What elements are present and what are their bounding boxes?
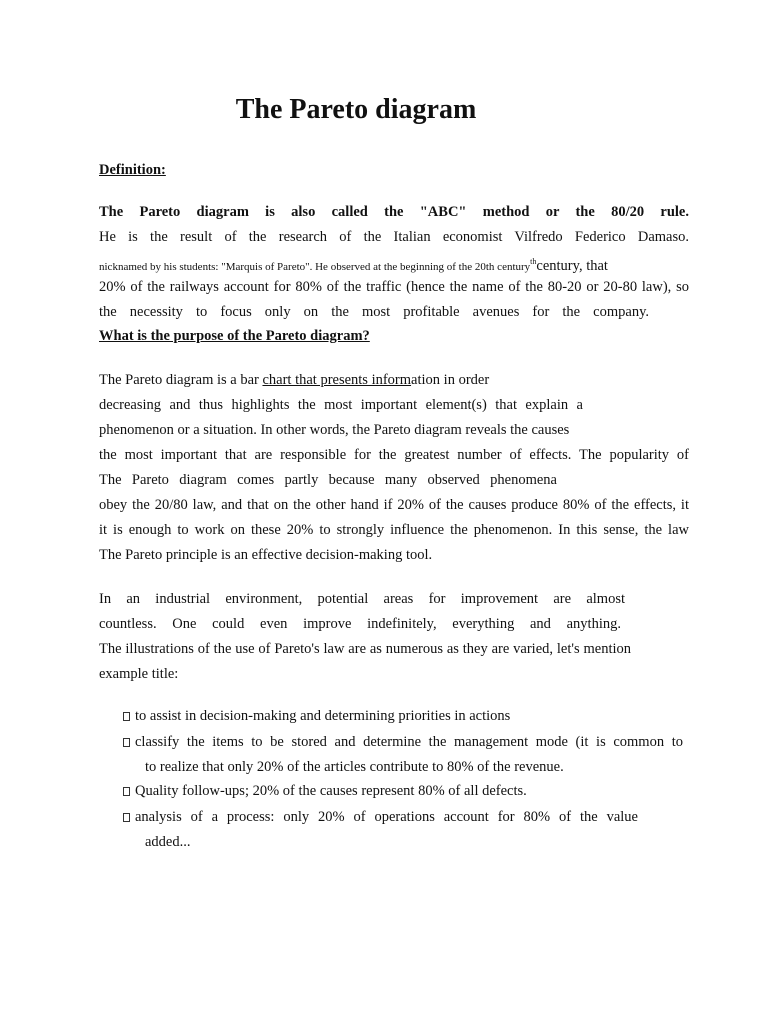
bullet-item-4-text: analysis of a process: only 20% of operations account for 80% of the value (135, 809, 638, 825)
industrial-line-1: In an industrial environment, potential areas for improvement are almost (99, 591, 625, 607)
industrial-line-4: example title: (99, 666, 179, 682)
purpose-heading-text: What is the purpose of the Pareto diagram? (99, 328, 370, 344)
definition-line-3-rest: century, that (536, 258, 608, 274)
purpose-line-8: The Pareto principle is an effective decision-making tool. (99, 547, 433, 563)
bullet-box-icon (123, 813, 130, 822)
purpose-link[interactable]: chart that presents inform (262, 372, 412, 388)
superscript-th: th (530, 257, 537, 266)
purpose-line-5: The Pareto diagram comes partly because many observed phenomena (99, 472, 557, 488)
bullet-item-2-cont: to realize that only 20% of the articles contribute to 80% of the revenue. (145, 759, 564, 775)
purpose-line-4: the most important that are responsible for the greatest number of effects. The popularity of (99, 447, 689, 463)
bullet-item-3 (123, 781, 683, 801)
purpose-line-1-post: ation in order (411, 372, 490, 388)
definition-line-3 (99, 252, 689, 277)
purpose-line-1-pre: The Pareto diagram is a bar (99, 372, 263, 388)
bullet-box-icon (123, 787, 130, 796)
definition-line-1: The Pareto diagram is also called the "ABC" method or the 80/20 rule. (99, 204, 689, 220)
definition-line-2: He is the result of the research of the Italian economist Vilfredo Federico Damaso. (99, 229, 689, 245)
definition-heading: Definition: (99, 162, 166, 178)
bullet-item-2-text: classify the items to be stored and determine the management mode (it is common to (135, 734, 683, 750)
page-title: The Pareto diagram (235, 94, 477, 125)
bullet-item-4 (123, 807, 638, 827)
bullet-item-3-text: Quality follow-ups; 20% of the causes represent 80% of all defects. (135, 783, 527, 799)
bullet-box-icon (123, 738, 130, 747)
purpose-line-1 (99, 370, 689, 390)
bullet-item-2 (123, 732, 683, 752)
definition-line-3-small: nicknamed by his students: "Marquis of Pareto". He observed at the beginning of the 20th century (99, 261, 531, 273)
purpose-line-3: phenomenon or a situation. In other words, the Pareto diagram reveals the causes (99, 422, 570, 438)
purpose-line-6: obey the 20/80 law, and that on the other hand if 20% of the causes produce 80% of the effects, it (99, 497, 689, 513)
bullet-item-4-cont: added... (145, 834, 191, 850)
purpose-line-2: decreasing and thus highlights the most important element(s) that explain a (99, 397, 583, 413)
bullet-item-1-text: to assist in decision-making and determining priorities in actions (135, 708, 511, 724)
industrial-line-2: countless. One could even improve indefinitely, everything and anything. (99, 616, 621, 632)
purpose-heading (99, 326, 689, 346)
definition-line-5: the necessity to focus only on the most profitable avenues for the company. (99, 304, 649, 320)
definition-line-4: 20% of the railways account for 80% of the traffic (hence the name of the 80-20 or 20-80 law), so (99, 279, 689, 295)
purpose-line-7: it is enough to work on these 20% to strongly influence the phenomenon. In this sense, the law (99, 522, 689, 538)
industrial-line-3: The illustrations of the use of Pareto's law are as numerous as they are varied, let's mention (99, 641, 631, 657)
bullet-box-icon (123, 712, 130, 721)
bullet-item-1 (123, 706, 683, 726)
